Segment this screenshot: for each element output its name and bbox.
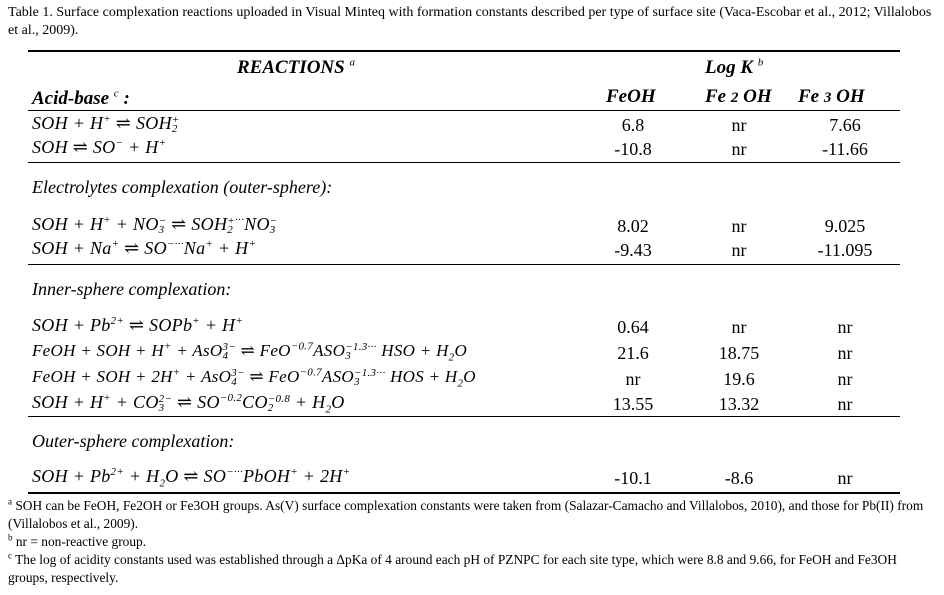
inner-sphere-rule bbox=[28, 416, 900, 417]
logk-header: Log K $^b$ bbox=[705, 56, 764, 78]
fe2oh-value: nr bbox=[731, 240, 747, 260]
bottom-rule bbox=[28, 492, 900, 494]
reaction-formula: SOH + H+ ⇌ SOH+ 2 bbox=[32, 113, 180, 135]
acid-base-header: Acid-base $^c$ : bbox=[32, 87, 130, 109]
feoh-value: nr bbox=[625, 369, 641, 389]
fe2oh-value: 13.32 bbox=[718, 394, 760, 414]
reaction-formula: SOH + $Pb^{2+} + H_2O$ ⇌ SO−···PbOH+ + 2H+ bbox=[32, 466, 351, 490]
footnote-c: $^c$ The log of acidity constants used was established through a ΔpKa of 4 around each pH of PZNPC for each site type, which were 8.8 and 9.66, for FeOH and Fe3OH groups, respectively. bbox=[8, 550, 897, 585]
fe3oh-value: 7.66 bbox=[829, 115, 861, 135]
fe3oh-value: 9.025 bbox=[824, 216, 866, 236]
fe2oh-value: nr bbox=[731, 139, 747, 159]
table-row bbox=[0, 466, 944, 490]
feoh-value: 13.55 bbox=[612, 394, 654, 414]
fe2oh-value: nr bbox=[731, 216, 747, 236]
fe2oh-value: 19.6 bbox=[723, 369, 755, 389]
reaction-formula: FeOH + SOH + H+ + AsO3− 4 ⇌ FeO$^{-0.7}$ASO−1.3··· 3 HSO + $H_2O$ bbox=[32, 340, 468, 364]
table-footnotes bbox=[8, 497, 938, 587]
section-inner-sphere: Inner-sphere complexation: bbox=[32, 279, 232, 299]
table-row bbox=[0, 341, 944, 365]
reaction-formula: SOH + H+ + CO2− 3 ⇌ $SO^{-0.2}CO-0.8$ $2 + H_2O$ bbox=[32, 392, 345, 416]
table-caption: Table 1. Surface complexation reactions uploaded in Visual Minteq with formation constants described per type of surface site (Vaca-Escobar et al., 2012; Villalobos et al., 2009). bbox=[8, 5, 932, 38]
table-row bbox=[0, 137, 944, 161]
reaction-formula: SOH + $Pb^{2+}$ ⇌ SOPb+ + H+ bbox=[32, 315, 244, 335]
footnote-a: $^a$ SOH can be FeOH, Fe2OH or Fe3OH groups. As(V) surface complexation constants were taken from (Salazar-Camacho and Villalobos, 2010), and those for Pb(II) from (Villalobos et al., 2009). bbox=[8, 496, 924, 531]
header-rule bbox=[28, 110, 900, 111]
fe2oh-value: 18.75 bbox=[718, 343, 760, 363]
acid-base-rule bbox=[28, 162, 900, 163]
top-rule bbox=[28, 50, 900, 52]
table-row bbox=[0, 214, 944, 238]
reaction-formula: SOH + H+ + NO− 3 ⇌ SOH+ 2···NO− 3 bbox=[32, 214, 278, 236]
feoh-value: -10.8 bbox=[614, 139, 652, 159]
feoh-value: 6.8 bbox=[621, 115, 645, 135]
table-row bbox=[0, 367, 944, 391]
fe3oh-value: -11.66 bbox=[822, 139, 868, 159]
electrolytes-rule bbox=[28, 264, 900, 265]
fe3oh-value: nr bbox=[837, 317, 853, 337]
table-row bbox=[0, 315, 944, 339]
fe3oh-value: -11.095 bbox=[817, 240, 873, 260]
reaction-formula: SOH ⇌ SO− + H+ bbox=[32, 137, 167, 157]
table-row bbox=[0, 113, 944, 137]
col-feoh-header: FeOH bbox=[606, 86, 656, 107]
feoh-value: -10.1 bbox=[614, 468, 652, 488]
table-row bbox=[0, 238, 944, 262]
fe2oh-value: -8.6 bbox=[724, 468, 754, 488]
col-fe2oh-header: Fe 2 OH bbox=[705, 86, 772, 107]
fe2oh-value: nr bbox=[731, 115, 747, 135]
feoh-value: -9.43 bbox=[614, 240, 652, 260]
section-electrolytes: Electrolytes complexation (outer-sphere): bbox=[32, 177, 333, 197]
footnote-b: $^b$ nr = non-reactive group. bbox=[8, 532, 147, 549]
feoh-value: 8.02 bbox=[617, 216, 649, 236]
section-outer-sphere: Outer-sphere complexation: bbox=[32, 431, 235, 451]
reaction-formula: SOH + Na+ ⇌ SO−···Na+ + H+ bbox=[32, 238, 257, 258]
table-row bbox=[0, 392, 944, 416]
fe2oh-value: nr bbox=[731, 317, 747, 337]
reactions-header: REACTIONS $^a$ bbox=[237, 56, 355, 78]
feoh-value: 21.6 bbox=[617, 343, 649, 363]
feoh-value: 0.64 bbox=[617, 317, 649, 337]
fe3oh-value: nr bbox=[837, 369, 853, 389]
fe3oh-value: nr bbox=[837, 343, 853, 363]
fe3oh-value: nr bbox=[837, 468, 853, 488]
fe3oh-value: nr bbox=[837, 394, 853, 414]
col-fe3oh-header: Fe 3 OH bbox=[798, 86, 865, 107]
reaction-formula: FeOH + SOH + 2H+ + AsO3− 4 ⇌ FeO$^{-0.7}$ASO−1.3··· 3 HOS + $H_2O$ bbox=[32, 366, 476, 390]
